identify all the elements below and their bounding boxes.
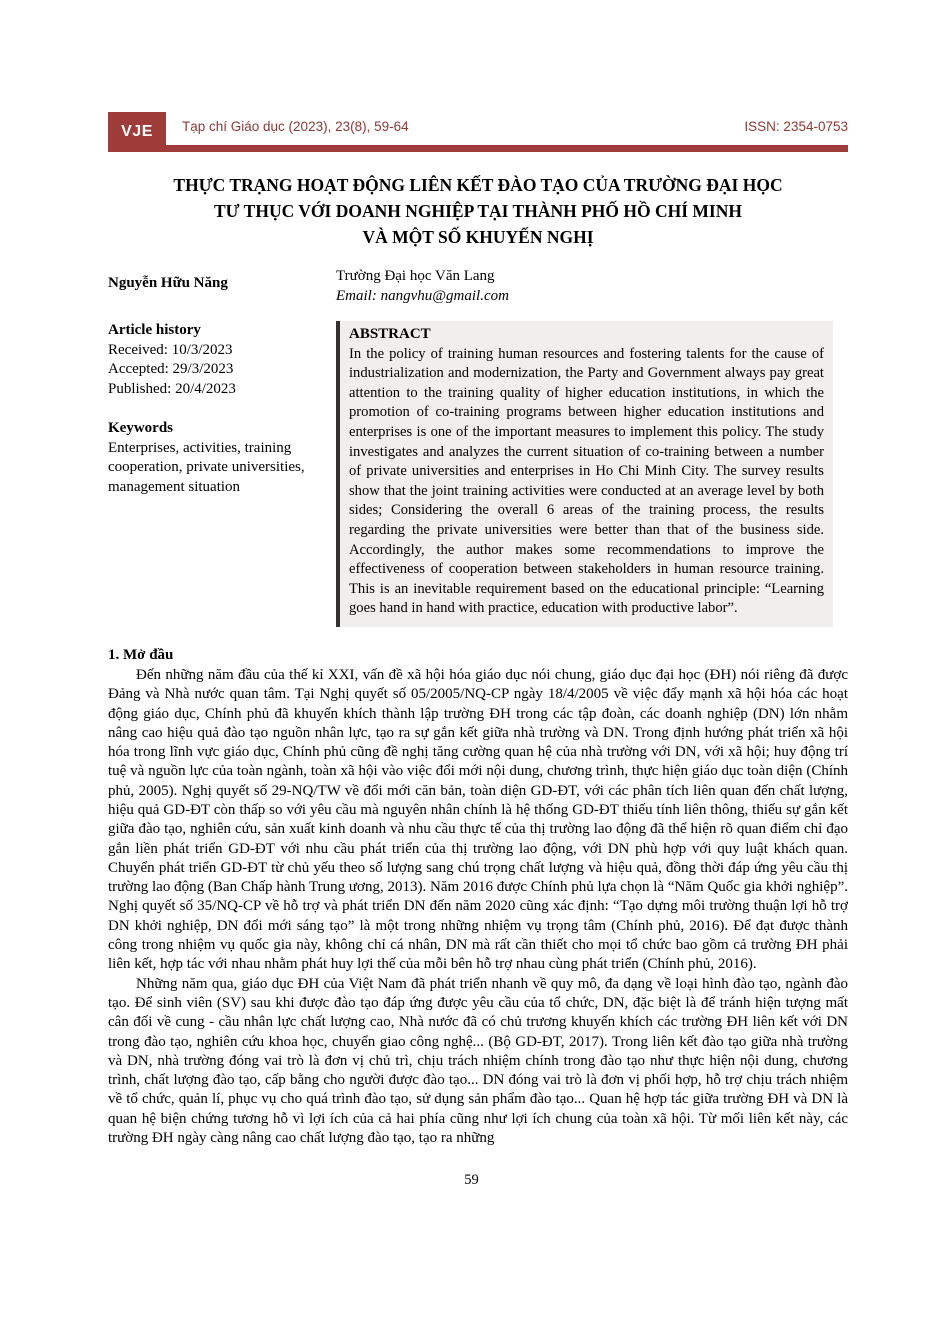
article-title-line2: TƯ THỤC VỚI DOANH NGHIỆP TẠI THÀNH PHỐ HỒ CHÍ MINH	[214, 201, 742, 221]
keywords-heading: Keywords	[108, 420, 173, 436]
article-body	[108, 645, 848, 1148]
meta-abstract-row	[108, 321, 848, 627]
body-paragraph-2: Những năm qua, giáo dục ĐH của Việt Nam đã phát triển nhanh về quy mô, đa dạng về loại hình đào tạo, ngành đào tạo. Để sinh viên (SV) sau khi được đào tạo đáp ứng được yêu cầu của tổ chức, DN, đặc biệt là để tránh hiện tượng mất cân đối về cung - cầu nhân lực chất lượng cao, Nhà nước đã có chủ trương khuyến khích các trường ĐH liên kết với DN trong đào tạo, nghiên cứu khoa học, chuyển giao công nghệ... (Bộ GD-ĐT, 2017). Trong liên kết đào tạo giữa nhà trường và DN, nhà trường đóng vai trò là đơn vị chủ trì, chịu trách nhiệm chính trong đào tạo như thực hiện nội dung, chương trình, chất lượng đào tạo, cấp bằng cho người được đào tạo... DN đóng vai trò là đơn vị phối hợp, hỗ trợ chịu trách nhiệm về tổ chức, quản lí, phục vụ cho quá trình đào tạo, sử dụng sản phẩm đào tạo... Quan hệ hợp tác giữa trường ĐH và DN là quan hệ biện chứng tương hỗ vì lợi ích của cả hai phía cũng như lợi ích chung của toàn xã hội. Từ mối liên kết này, các trường ĐH ngày càng nâng cao chất lượng đào tạo, tạo ra những	[108, 975, 848, 1147]
article-history-received: Received: 10/3/2023	[108, 341, 233, 358]
issn-label: ISSN: 2354-0753	[744, 119, 848, 134]
author-email: Email: nangvhu@gmail.com	[336, 288, 509, 304]
abstract-text: In the policy of training human resources and fostering talents for the cause of industrialization and modernization, the Party and Government always pay great attention to the training quality of higher education institutions, in which the promotion of co-training programs between higher education institutions and enterprises is one of the important measures to implement this policy. The study investigates and analyzes the current situation of co-training between a number of private universities and enterprises in Ho Chi Minh City. The survey results show that the joint training activities were conducted at an average level by both sides; Considering the overall 6 areas of the training process, the results regarding the private universities were better than that of the business side. Accordingly, the author makes some recommendations to improve the effectiveness of cooperation between stakeholders in human resource training. This is an inevitable requirement based on the educational principle: “Learning goes hand in hand with practice, education with productive labor”.	[349, 345, 824, 617]
header-rule	[108, 145, 848, 152]
article-title-line3: VÀ MỘT SỐ KHUYẾN NGHỊ	[362, 227, 594, 247]
article-history-heading: Article history	[108, 322, 201, 338]
keywords-text: Enterprises, activities, training cooperation, private universities, management situation	[108, 439, 305, 495]
author-affiliation: Trường Đại học Văn Lang	[336, 268, 495, 284]
article-history-published: Published: 20/4/2023	[108, 380, 236, 397]
body-paragraph-1: Đến những năm đầu của thế kỉ XXI, vấn đề xã hội hóa giáo dục nói chung, giáo dục đại học (ĐH) nói riêng đã được Đảng và Nhà nước quan tâm. Tại Nghị quyết số 05/2005/NQ-CP ngày 18/4/2005 về việc đẩy mạnh xã hội hóa các hoạt động giáo dục, Chính phủ đã khuyến khích thành lập trường ĐH trong các tập đoàn, các doanh nghiệp (DN) lớn nhằm nâng cao hiệu quả đào tạo nguồn nhân lực, tạo ra sự gắn kết giữa nhà trường và DN. Trong định hướng phát triển xã hội hóa trong lĩnh vực giáo dục, Chính phủ cũng đề nghị tăng cường quan hệ của nhà trường với DN, với xã hội; huy động trí tuệ và nguồn lực của toàn ngành, toàn xã hội vào việc đổi mới nội dung, chương trình, thực hiện giáo dục toàn diện (Chính phủ, 2005). Nghị quyết số 29-NQ/TW về đổi mới căn bản, toàn diện GD-ĐT, với các phân tích liên quan đến chất lượng, hiệu quả GD-ĐT còn thấp so với yêu cầu mà nguyên nhân chính là hệ thống GD-ĐT thiếu tính liên thông, thiếu sự gắn kết giữa đào tạo, nghiên cứu, sản xuất kinh doanh và nhu cầu thực tế của thị trường lao động đã thể hiện rõ quan điểm chỉ đạo gắn liền phát triển GD-ĐT với nhu cầu phát triển của thị trường lao động, với DN phù hợp với quy luật khách quan. Chuyển phát triển GD-ĐT từ chủ yếu theo số lượng sang chú trọng chất lượng và hiệu quả, đồng thời đáp ứng yêu cầu thị trường lao động (Ban Chấp hành Trung ương, 2013). Năm 2016 được Chính phủ lựa chọn là “Năm Quốc gia khởi nghiệp”. Nghị quyết số 35/NQ-CP về hỗ trợ và phát triển DN đến năm 2020 cũng xác định: “Tạo dựng môi trường thuận lợi hỗ trợ DN khởi nghiệp, DN đổi mới sáng tạo” là một trong những nhiệm vụ trọng tâm (Chính phủ, 2016). Để đạt được thành công trong nhiệm vụ quốc gia này, không chỉ cá nhân, DN mà rất cần thiết cho mọi tổ chức bao gồm cả trường ĐH phải liên kết, hợp tác với nhau nhằm phát huy lợi thế của mỗi bên hỗ trợ nhau cùng phát triển (Chính phủ, 2016).	[108, 666, 848, 973]
article-history-block	[108, 321, 312, 399]
article-history-accepted: Accepted: 29/3/2023	[108, 361, 234, 377]
article-meta-column	[108, 321, 336, 497]
journal-citation: Tạp chí Giáo dục (2023), 23(8), 59-64	[182, 119, 409, 134]
page-content	[108, 112, 848, 1148]
author-block	[108, 266, 848, 306]
keywords-block	[108, 419, 312, 497]
author-contact	[336, 266, 509, 306]
author-name: Nguyễn Hữu Năng	[108, 275, 228, 291]
vje-logo-text: VJE	[121, 123, 153, 140]
journal-header	[108, 112, 848, 152]
article-title	[108, 172, 848, 250]
article-title-line1: THỰC TRẠNG HOẠT ĐỘNG LIÊN KẾT ĐÀO TẠO CỦA TRƯỜNG ĐẠI HỌC	[173, 175, 783, 195]
abstract-heading: ABSTRACT	[349, 326, 431, 342]
section-1-heading: 1. Mở đầu	[108, 646, 174, 663]
abstract-box	[336, 321, 833, 627]
vje-logo	[108, 112, 166, 152]
page-number: 59	[464, 1172, 479, 1188]
